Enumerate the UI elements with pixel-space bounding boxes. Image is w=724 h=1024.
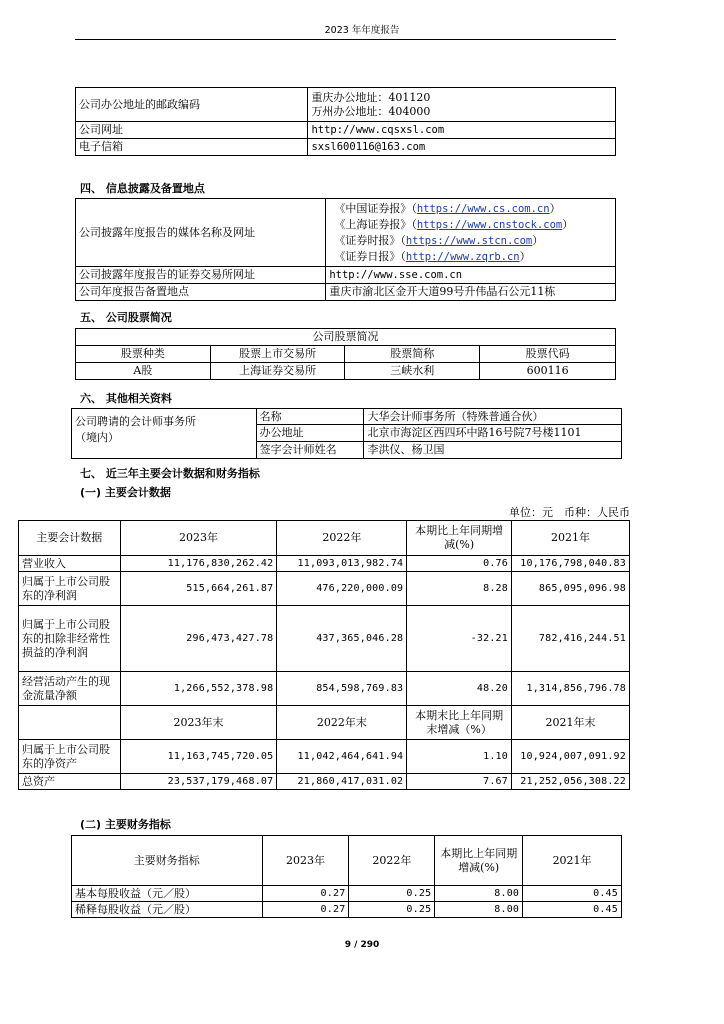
- acct-cell: 11,176,830,262.42: [120, 556, 277, 572]
- stock-header: 股票种类: [76, 346, 211, 363]
- acct-cell: 21,860,417,031.02: [277, 774, 407, 790]
- acct-cell: 515,664,261.87: [120, 572, 277, 606]
- acct-row-label: 归属于上市公司股东的扣除非经常性损益的净利润: [19, 606, 121, 672]
- stock-header: 股票简称: [345, 346, 480, 363]
- acct-cell: 437,365,046.28: [277, 606, 407, 672]
- stock-header: 股票上市交易所: [210, 346, 345, 363]
- acct-cell: 10,924,007,091.92: [511, 740, 629, 774]
- acct-cell: 11,042,464,641.94: [277, 740, 407, 774]
- place-label: 公司年度报告备置地点: [76, 284, 326, 301]
- acct-cell: 48.20: [407, 672, 512, 706]
- fin-header: 2021年: [523, 836, 622, 886]
- media-item: 《上海证券报》（https://www.cnstock.com）: [334, 217, 574, 231]
- accountant-table: [71, 408, 622, 459]
- acct-cell: 1,314,856,796.78: [511, 672, 629, 706]
- media-link[interactable]: http://www.zqrb.cn: [405, 250, 520, 263]
- section-7-2-heading: (二) 主要财务指标: [80, 818, 171, 831]
- fin-cell: 0.27: [262, 902, 349, 918]
- postcode-value: [308, 88, 616, 122]
- stock-header: 股票代码: [480, 346, 616, 363]
- financial-indicators-table: [71, 835, 622, 918]
- website-value: http://www.cqsxsl.com: [308, 122, 616, 139]
- fin-row-label: 基本每股收益（元／股）: [72, 886, 263, 902]
- acct-header-2: 本期末比上年同期末增减（%）: [407, 706, 512, 740]
- acct-row-label: 归属于上市公司股东的净利润: [19, 572, 121, 606]
- media-list: [326, 199, 616, 267]
- page-header: 2023 年年度报告: [324, 25, 400, 36]
- accounting-data-table: [18, 520, 630, 790]
- acct-header: 2022年: [277, 521, 407, 556]
- acct-cell: 10,176,798,040.83: [511, 556, 629, 572]
- postcode-line-wanzhou: 万州办公地址：404000: [311, 104, 431, 118]
- acct-cell: 854,598,769.83: [277, 672, 407, 706]
- media-link[interactable]: https://www.cnstock.com: [416, 218, 563, 231]
- acct-header-2: 2023年末: [120, 706, 277, 740]
- acct-header: 2023年: [120, 521, 277, 556]
- acct-cell: 1.10: [407, 740, 512, 774]
- acct-row-label: 营业收入: [19, 556, 121, 572]
- stock-code: 600116: [480, 363, 616, 380]
- acct-cell: 7.67: [407, 774, 512, 790]
- accountant-row-value: 大华会计师事务所（特殊普通合伙）: [364, 409, 622, 425]
- acct-header-2: 2021年末: [511, 706, 629, 740]
- media-item: 《证券时报》（https://www.stcn.com）: [334, 233, 544, 247]
- acct-cell: 8.28: [407, 572, 512, 606]
- media-item: 《证券日报》（http://www.zqrb.cn）: [334, 249, 531, 263]
- fin-cell: 0.25: [349, 886, 435, 902]
- acct-header: 本期比上年同期增减(%): [407, 521, 512, 556]
- acct-header-blank: [19, 706, 121, 740]
- email-label: 电子信箱: [76, 139, 308, 156]
- fin-header: 2022年: [349, 836, 435, 886]
- unit-note: 单位：元 币种：人民币: [509, 506, 630, 519]
- exchange-site-value: http://www.sse.com.cn: [326, 267, 616, 284]
- media-link[interactable]: https://www.stcn.com: [405, 234, 533, 247]
- fin-header: 本期比上年同期增减(%): [435, 836, 523, 886]
- stock-table: [75, 328, 616, 380]
- page-number: 9 / 290: [344, 940, 380, 950]
- media-item: 《中国证券报》（https://www.cs.com.cn）: [334, 201, 561, 215]
- postcode-line-chongqing: 重庆办公地址：401120: [311, 90, 431, 104]
- stock-type: A股: [76, 363, 211, 380]
- postcode-label: 公司办公地址的邮政编码: [76, 88, 308, 122]
- section-5-heading: 五、 公司股票简况: [80, 311, 172, 324]
- acct-cell: 782,416,244.51: [511, 606, 629, 672]
- stock-table-title: 公司股票简况: [76, 329, 616, 346]
- acct-cell: 23,537,179,468.07: [120, 774, 277, 790]
- acct-header: 2021年: [511, 521, 629, 556]
- fin-cell: 8.00: [435, 902, 523, 918]
- accountant-row-value: 北京市海淀区西四环中路16号院7号楼1101: [364, 425, 622, 442]
- fin-cell: 0.25: [349, 902, 435, 918]
- acct-cell: 865,095,096.98: [511, 572, 629, 606]
- acct-cell: 11,093,013,982.74: [277, 556, 407, 572]
- header-divider: [75, 39, 616, 40]
- media-link[interactable]: https://www.cs.com.cn: [416, 202, 550, 215]
- accountant-firm-label: 公司聘请的会计师事务所 （境内）: [72, 409, 257, 459]
- acct-row-label: 经营活动产生的现金流量净额: [19, 672, 121, 706]
- fin-cell: 0.45: [523, 886, 622, 902]
- acct-row-label: 归属于上市公司股东的净资产: [19, 740, 121, 774]
- acct-cell: 21,252,056,308.22: [511, 774, 629, 790]
- accountant-row-label: 签字会计师姓名: [256, 442, 364, 459]
- fin-cell: 0.45: [523, 902, 622, 918]
- acct-header-2: 2022年末: [277, 706, 407, 740]
- fin-header: 主要财务指标: [72, 836, 263, 886]
- accountant-row-label: 办公地址: [256, 425, 364, 442]
- stock-exchange: 上海证券交易所: [210, 363, 345, 380]
- section-7-heading: 七、 近三年主要会计数据和财务指标: [80, 467, 260, 480]
- acct-cell: 11,163,745,720.05: [120, 740, 277, 774]
- acct-row-label: 总资产: [19, 774, 121, 790]
- accountant-row-value: 李洪仪、杨卫国: [364, 442, 622, 459]
- acct-cell: 1,266,552,378.98: [120, 672, 277, 706]
- place-value: 重庆市渝北区金开大道99号升伟晶石公元11栋: [326, 284, 616, 301]
- fin-row-label: 稀释每股收益（元／股）: [72, 902, 263, 918]
- website-label: 公司网址: [76, 122, 308, 139]
- acct-cell: 296,473,427.78: [120, 606, 277, 672]
- disclosure-table: [75, 198, 616, 301]
- fin-header: 2023年: [262, 836, 349, 886]
- exchange-site-label: 公司披露年度报告的证券交易所网址: [76, 267, 326, 284]
- accountant-row-label: 名称: [256, 409, 364, 425]
- media-label: 公司披露年度报告的媒体名称及网址: [76, 199, 326, 267]
- fin-cell: 0.27: [262, 886, 349, 902]
- acct-header: 主要会计数据: [19, 521, 121, 556]
- acct-cell: 0.76: [407, 556, 512, 572]
- stock-short-name: 三峡水利: [345, 363, 480, 380]
- acct-cell: -32.21: [407, 606, 512, 672]
- fin-cell: 8.00: [435, 886, 523, 902]
- section-7-1-heading: (一) 主要会计数据: [80, 486, 171, 499]
- email-value: sxsl600116@163.com: [308, 139, 616, 156]
- section-6-heading: 六、 其他相关资料: [80, 392, 172, 405]
- contact-table: [75, 87, 616, 156]
- section-4-heading: 四、 信息披露及备置地点: [80, 182, 205, 195]
- acct-cell: 476,220,000.09: [277, 572, 407, 606]
